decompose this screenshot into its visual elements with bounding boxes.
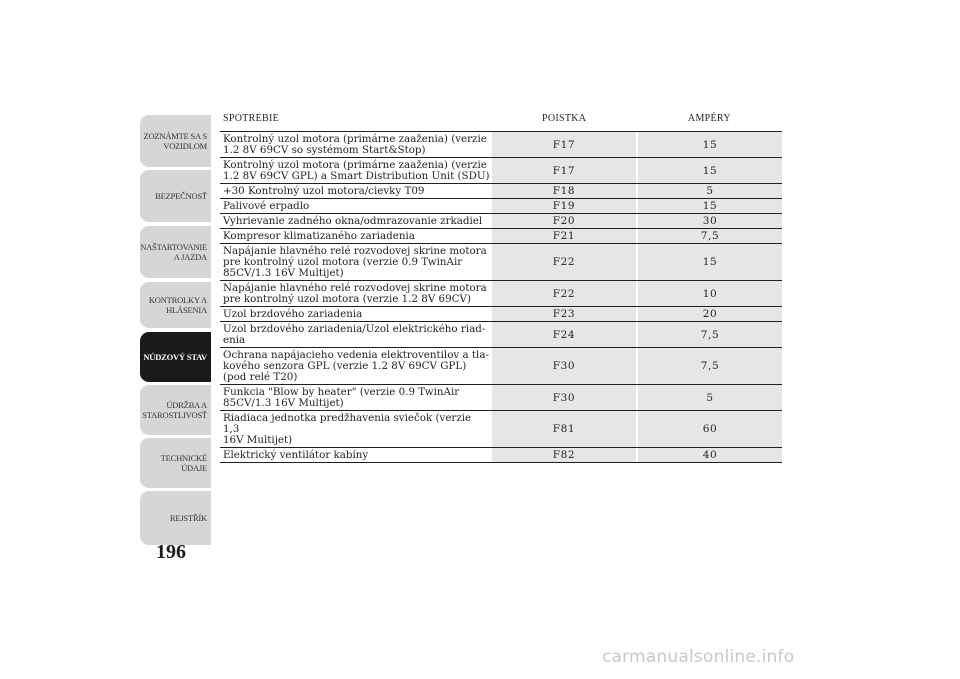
nav-tab[interactable] [140, 226, 211, 278]
nav-tab-label: REJSTŘÍK [169, 513, 207, 523]
table-header [220, 113, 782, 132]
table-row [220, 348, 782, 385]
amps-cell: 30 [638, 214, 782, 228]
table-row [220, 158, 782, 184]
consumer-cell: Napájanie hlavného relé rozvodovej skrine motora pre kontrolný uzol motora (verzie 1.2 8V 69CV) [223, 282, 487, 305]
consumer-cell: Napájanie hlavného relé rozvodovej skrine motora pre kontrolný uzol motora (verzie 0.9 TwinAir 85CV/1.3 16V Multijet) [223, 245, 487, 279]
header-fuse: POISTKA [542, 113, 587, 124]
amps-cell: 7,5 [638, 348, 782, 384]
page-number: 196 [156, 541, 186, 563]
nav-tab-label: ÚDRŽBA A STAROSTLIVOSŤ [142, 400, 207, 420]
consumer-cell: Riadiaca jednotka predžhavenia sviečok (verzie 1,3 16V Multijet) [223, 412, 472, 446]
amps-cell: 7,5 [638, 229, 782, 243]
fuse-cell: F21 [492, 229, 636, 243]
fuse-cell: F17 [492, 158, 636, 183]
header-consumer: SPOTREBIE [223, 113, 280, 124]
table-row [220, 132, 782, 158]
amps-cell: 20 [638, 307, 782, 321]
consumer-cell: Kompresor klimatizaného zariadenia [223, 230, 415, 242]
fuse-cell: F82 [492, 448, 636, 462]
nav-tab[interactable] [140, 115, 211, 167]
consumer-cell: Uzol brzdového zariadenia [223, 308, 363, 320]
fuse-cell: F23 [492, 307, 636, 321]
consumer-cell: Funkcia "Blow by heater" (verzie 0.9 TwinAir 85CV/1.3 16V Multijet) [223, 386, 460, 409]
fuse-cell: F18 [492, 184, 636, 198]
fuse-cell: F24 [492, 322, 636, 347]
amps-cell: 15 [638, 244, 782, 280]
nav-tab[interactable] [140, 282, 211, 328]
consumer-cell: Palivové erpadlo [223, 200, 310, 212]
amps-cell: 15 [638, 132, 782, 157]
table-row [220, 448, 782, 463]
fuse-cell: F22 [492, 244, 636, 280]
fuse-cell: F17 [492, 132, 636, 157]
fuse-cell: F30 [492, 348, 636, 384]
table-row [220, 322, 782, 348]
header-amps: AMPÉRY [687, 113, 731, 124]
nav-tab-label: KONTROLKY A HLÁSENIA [148, 295, 207, 315]
fuse-table [220, 113, 782, 463]
table-row [220, 411, 782, 448]
nav-tab-label: ZOZNÁMTE SA S VOZIDLOM [143, 131, 207, 151]
nav-tab[interactable] [140, 170, 211, 222]
fuse-cell: F30 [492, 385, 636, 410]
nav-tab-label: NAŠTARTOVANIE A JAZDA [140, 242, 207, 262]
consumer-cell: Kontrolný uzol motora (primárne zaaženia) (verzie 1.2 8V 69CV GPL) a Smart Distribution Unit (SDU) [223, 159, 490, 182]
amps-cell: 7,5 [638, 322, 782, 347]
amps-cell: 5 [638, 184, 782, 198]
consumer-cell: Kontrolný uzol motora (primárne zaaženia) (verzie 1.2 8V 69CV so systémom Start&Stop) [223, 133, 487, 156]
amps-cell: 15 [638, 199, 782, 213]
table-row [220, 199, 782, 214]
fuse-cell: F22 [492, 281, 636, 306]
table-row [220, 281, 782, 307]
amps-cell: 5 [638, 385, 782, 410]
consumer-cell: Vyhrievanie zadného okna/odmrazovanie zrkadiel [223, 215, 483, 227]
nav-tab[interactable] [140, 438, 211, 488]
table-row [220, 244, 782, 281]
consumer-cell: +30 Kontrolný uzol motora/cievky T09 [223, 185, 425, 197]
nav-tab[interactable] [140, 385, 211, 435]
fuse-cell: F81 [492, 411, 636, 447]
nav-tab[interactable] [140, 332, 211, 382]
consumer-cell: Uzol brzdového zariadenia/Uzol elektrického riad- enia [223, 323, 486, 346]
fuse-cell: F20 [492, 214, 636, 228]
amps-cell: 15 [638, 158, 782, 183]
table-row [220, 229, 782, 244]
watermark-text: carmanualsonline.info [602, 647, 795, 667]
table-body [220, 132, 782, 463]
table-row [220, 214, 782, 229]
nav-tab-label: TECHNICKÉ ÚDAJE [160, 453, 207, 473]
amps-cell: 40 [638, 448, 782, 462]
amps-cell: 60 [638, 411, 782, 447]
table-row [220, 385, 782, 411]
nav-tab-label: NÚDZOVÝ STAV [143, 352, 207, 362]
amps-cell: 10 [638, 281, 782, 306]
consumer-cell: Elektrický ventilátor kabíny [223, 449, 369, 461]
table-row [220, 307, 782, 322]
fuse-cell: F19 [492, 199, 636, 213]
table-row [220, 184, 782, 199]
nav-tab-label: BEZPEČNOSŤ [155, 191, 207, 201]
consumer-cell: Ochrana napájacieho vedenia elektroventilov a tla- kového senzora GPL (verzie 1.2 8V 69CV GPL) (pod relé T20) [223, 349, 489, 383]
nav-tab[interactable] [140, 491, 211, 545]
